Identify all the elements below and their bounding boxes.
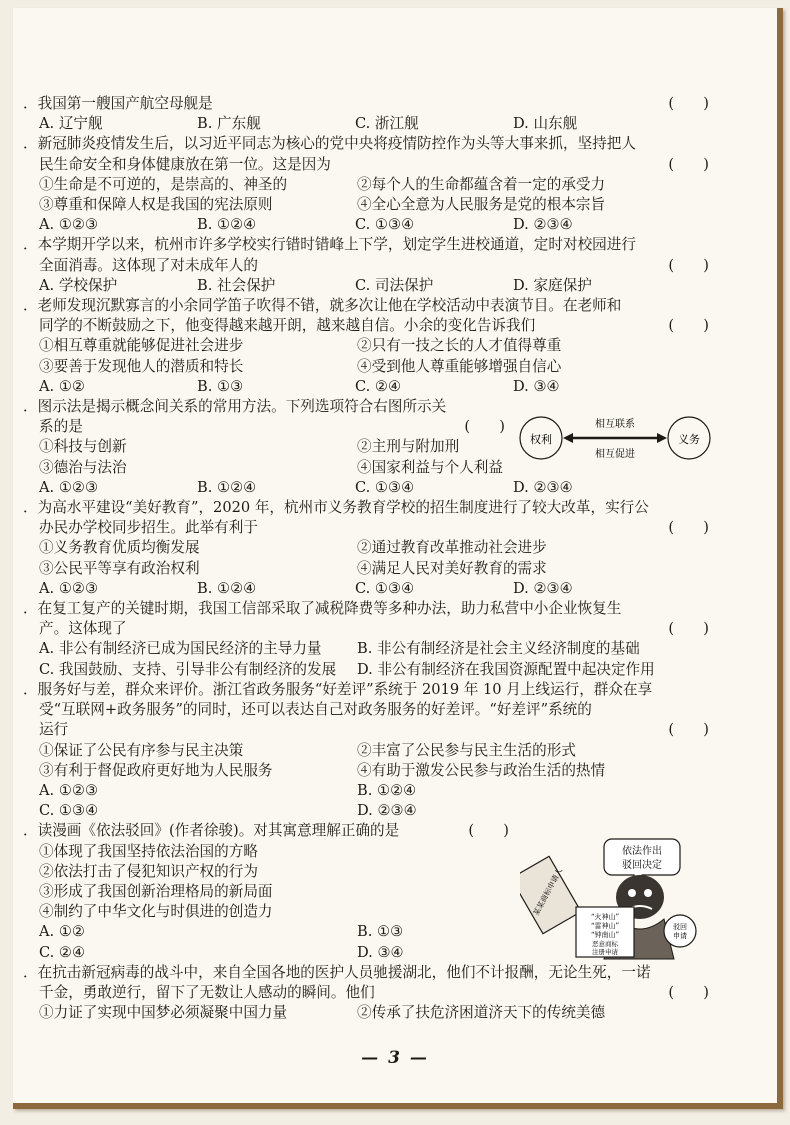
- statement-4: ④国家利益与个人利益: [357, 458, 503, 476]
- option-a: A. ①②: [39, 923, 85, 941]
- option-c: C. ①③④: [355, 216, 415, 234]
- option-a: A. 辽宁舰: [39, 115, 103, 133]
- option-d: D. ②③④: [513, 216, 573, 234]
- question-stem: 运行: [39, 721, 69, 739]
- question-10: [23, 963, 713, 1024]
- option-a: A. ①②③: [39, 478, 99, 496]
- statement-2: ②丰富了公民参与民主生活的形式: [357, 741, 576, 759]
- rejection-stamp: [664, 915, 696, 947]
- option-d: D. ②③④: [513, 579, 573, 597]
- option-b: B. 广东舰: [197, 115, 261, 133]
- question-stem: 千金，勇敢逆行，留下了无数让人感动的瞬间。他们: [39, 983, 375, 1001]
- option-a: A. ①②: [39, 377, 85, 395]
- answer-parenthesis: ( ): [668, 983, 709, 1001]
- option-b: B. ①②④: [197, 478, 257, 496]
- question-8: [23, 680, 713, 821]
- sign-text-4: 恶意商标: [592, 940, 618, 948]
- sign-text-1: “火神山”: [590, 913, 620, 921]
- question-stem: ．图示法是揭示概念间关系的常用方法。下列选项符合右图所示关: [23, 398, 447, 416]
- statement-3: ③尊重和保障人权是我国的宪法原则: [39, 196, 273, 214]
- question-7: [23, 599, 713, 680]
- option-b: B. ①②④: [357, 781, 417, 799]
- answer-parenthesis: ( ): [464, 418, 505, 436]
- option-d: D. ②③④: [513, 478, 573, 496]
- option-a: A. ①②③: [39, 579, 99, 597]
- speech-bubble-text-1: 依法作出: [622, 846, 662, 857]
- question-stem: 办民办学校同步招生。此举有利于: [39, 519, 258, 537]
- statement-1: ①相互尊重就能够促进社会进步: [39, 337, 244, 355]
- statement-1: ①生命是不可逆的，是崇高的、神圣的: [39, 175, 288, 193]
- statement-2: ②通过教育改革推动社会进步: [357, 539, 547, 557]
- option-d: D. ②③④: [357, 802, 417, 820]
- arrow-right-head: [657, 433, 667, 443]
- statement-4: ④全心全意为人民服务是党的根本宗旨: [357, 196, 606, 214]
- option-c: C. 司法保护: [355, 276, 434, 294]
- statement-3: ③要善于发现他人的潜质和特长: [39, 357, 244, 375]
- answer-parenthesis: ( ): [668, 155, 709, 173]
- statement-2: ②依法打击了侵犯知识产权的行为: [39, 862, 258, 880]
- bottom-relation-label: 相互促进: [595, 449, 635, 460]
- option-c: C. ①③④: [39, 802, 99, 820]
- sign-text-5: 注册申请: [592, 948, 618, 956]
- statement-4: ④满足人民对美好教育的需求: [357, 559, 547, 577]
- statement-1: ①保证了公民有序参与民主决策: [39, 741, 244, 759]
- answer-parenthesis: ( ): [668, 256, 709, 274]
- question-stem: 产。这体现了: [39, 620, 127, 638]
- question-6: [23, 498, 713, 599]
- statement-2: ②每个人的生命都蕴含着一定的承受力: [357, 175, 606, 193]
- question-stem: ．本学期开学以来，杭州市许多学校实行错时错峰上下学，划定学生进校通道，定时对校园进行: [23, 236, 636, 254]
- option-c: C. ①③④: [355, 478, 415, 496]
- question-stem: ．老师发现沉默寡言的小余同学笛子吹得不错，就多次让他在学校活动中表演节目。在老师和: [23, 297, 622, 315]
- statement-4: ④制约了中华文化与时俱进的创造力: [39, 903, 273, 921]
- option-c: C. 我国鼓励、支持、引导非公有制经济的发展: [39, 660, 337, 678]
- option-d: D. ③④: [513, 377, 560, 395]
- question-1: [23, 94, 713, 134]
- question-stem: ．读漫画《依法驳回》(作者徐骏)。对其寓意理解正确的是: [23, 822, 400, 840]
- question-stem: ．我国第一艘国产航空母舰是: [23, 95, 213, 112]
- question-stem: ．在抗击新冠病毒的战斗中，来自全国各地的医护人员驰援湖北，他们不计报酬，无论生死，一诺: [23, 963, 651, 981]
- option-c: C. 浙江舰: [355, 115, 419, 133]
- answer-parenthesis: ( ): [668, 620, 709, 638]
- question-stem: 受“互联网+政务服务”的同时，还可以表达自己对政务服务的好差评。“好差评”系统的: [39, 701, 592, 719]
- question-stem: ．在复工复产的关键时期，我国工信部采取了减税降费等多种办法，助力私营中小企业恢复生: [23, 600, 622, 618]
- stamp-text-1: 驳回: [673, 923, 687, 931]
- option-c: C. ②④: [355, 377, 402, 395]
- answer-parenthesis: ( ): [468, 822, 509, 840]
- option-c: C. ②④: [39, 943, 86, 961]
- question-stem: 系的是: [39, 418, 83, 436]
- statement-3: ③公民平等享有政治权利: [39, 559, 200, 577]
- statement-2: ②主刑与附加刑: [357, 438, 460, 456]
- badge-text: 某某商标申请人: [531, 866, 565, 918]
- option-b: B. ①③: [197, 377, 244, 395]
- answer-parenthesis: ( ): [668, 95, 709, 112]
- relation-diagram: [519, 410, 711, 466]
- question-stem: 民生命安全和身体健康放在第一位。这是因为: [39, 155, 331, 173]
- cartoon-illustration: [520, 835, 702, 961]
- option-a: A. 学校保护: [39, 276, 118, 294]
- statement-2: ②传承了扶危济困道济天下的传统美德: [357, 1004, 606, 1022]
- question-2: [23, 134, 713, 235]
- statement-1: ①科技与创新: [39, 438, 127, 456]
- option-b: B. 非公有制经济是社会主义经济制度的基础: [357, 640, 640, 658]
- option-b: B. ①③: [357, 923, 404, 941]
- character-eye-left: [628, 889, 636, 897]
- statement-3: ③有利于督促政府更好地为人民服务: [39, 761, 273, 779]
- statement-1: ①体现了我国坚持依法治国的方略: [39, 842, 258, 860]
- question-stem: 同学的不断鼓励之下，他变得越来越开朗，越来越自信。小余的变化告诉我们: [39, 317, 536, 335]
- sign-text-3: “钟南山”: [590, 931, 620, 939]
- question-4: [23, 296, 713, 397]
- page-number: — 3 —: [361, 1048, 429, 1068]
- statement-1: ①力证了实现中国梦必须凝聚中国力量: [39, 1004, 288, 1022]
- arrow-left-head: [563, 433, 573, 443]
- option-a: A. ①②③: [39, 216, 99, 234]
- option-a: A. 非公有制经济已成为国民经济的主导力量: [39, 640, 322, 658]
- sign-text-2: “雷神山”: [590, 922, 620, 930]
- character-eye-right: [644, 889, 652, 897]
- top-relation-label: 相互联系: [595, 419, 635, 430]
- option-d: D. ③④: [357, 943, 404, 961]
- statement-1: ①义务教育优质均衡发展: [39, 539, 200, 557]
- statement-4: ④有助于激发公民参与政治生活的热情: [357, 761, 606, 779]
- question-stem: 全面消毒。这体现了对未成年人的: [39, 256, 258, 274]
- statement-3: ③德治与法治: [39, 458, 127, 476]
- question-stem: ．新冠肺炎疫情发生后，以习近平同志为核心的党中央将疫情防控作为头等大事来抓，坚持把人: [23, 135, 636, 153]
- page: [13, 8, 783, 1109]
- option-b: B. ①②④: [197, 579, 257, 597]
- statement-2: ②只有一技之长的人才值得尊重: [357, 337, 562, 355]
- rights-label: 权利: [530, 433, 552, 446]
- duties-label: 义务: [678, 433, 700, 446]
- speech-bubble-text-2: 驳回决定: [622, 860, 662, 871]
- stamp-text-2: 申请: [673, 932, 687, 940]
- answer-parenthesis: ( ): [668, 721, 709, 739]
- option-a: A. ①②③: [39, 781, 99, 799]
- option-b: B. 社会保护: [197, 276, 276, 294]
- option-d: D. 非公有制经济在我国资源配置中起决定作用: [357, 660, 655, 678]
- question-3: [23, 235, 713, 296]
- question-stem: ．为高水平建设“美好教育”，2020 年，杭州市义务教育学校的招生制度进行了较大改革，实行公: [23, 499, 649, 517]
- option-b: B. ①②④: [197, 216, 257, 234]
- answer-parenthesis: ( ): [668, 317, 709, 335]
- option-d: D. 山东舰: [513, 115, 578, 133]
- answer-parenthesis: ( ): [668, 519, 709, 537]
- statement-3: ③形成了我国创新治理格局的新局面: [39, 882, 273, 900]
- question-stem: ．服务好与差，群众来评价。浙江省政务服务“好差评”系统于 2019 年 10 月上线运行，群众在享: [23, 680, 653, 698]
- option-c: C. ①③④: [355, 579, 415, 597]
- statement-4: ④受到他人尊重能够增强自信心: [357, 357, 562, 375]
- option-d: D. 家庭保护: [513, 276, 592, 294]
